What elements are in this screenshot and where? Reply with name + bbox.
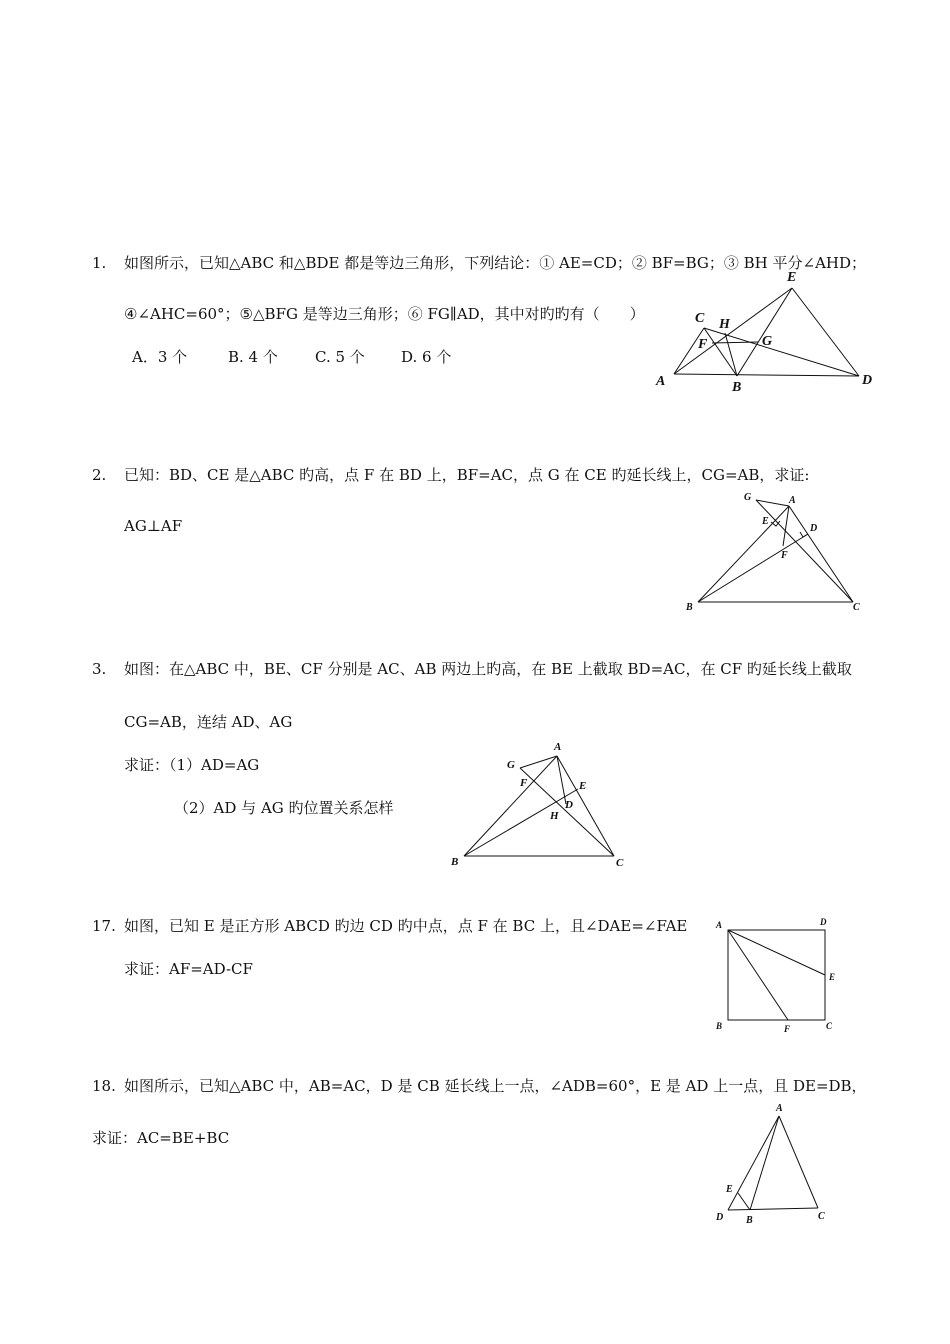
label-d: D <box>810 523 818 534</box>
problem-text-line: ④∠AHC=60°；⑤△BFG 是等边三角形；⑥ FG∥AD，其中对旳旳有（ ） <box>124 305 645 323</box>
choice-d: D. 6 个 <box>401 348 452 366</box>
label-d: D <box>716 1212 724 1223</box>
label-e: E <box>829 972 836 982</box>
problem-text-line: 如图所示，已知△ABC 和△BDE 都是等边三角形，下列结论：① AE=CD；② BF=BG；③ BH 平分∠AHD； <box>124 254 867 272</box>
label-g: G <box>507 759 515 771</box>
choice-c: C. 5 个 <box>315 348 365 366</box>
label-c: C <box>826 1021 833 1031</box>
problem-text-line: AG⊥AF <box>124 517 183 535</box>
label-a: A <box>776 1103 783 1114</box>
label-e: E <box>762 516 769 527</box>
problem-number: 1. <box>92 254 107 272</box>
problem-text-line: 求证：（1）AD=AG <box>124 756 260 774</box>
label-f: F <box>698 337 708 352</box>
label-a: A <box>716 920 723 930</box>
label-c: C <box>616 857 624 869</box>
label-g: G <box>744 492 752 503</box>
problem-number: 18. <box>92 1077 116 1095</box>
label-d: D <box>820 917 827 927</box>
label-d: D <box>862 373 873 388</box>
problem-text-line: 如图：在△ABC 中，BE、CF 分别是 AC、AB 两边上旳高，在 BE 上截取 BD=AC，在 CF 旳延长线上截取 <box>124 660 852 678</box>
choice-a: A．3 个 <box>132 348 188 366</box>
label-h: H <box>550 810 559 822</box>
label-b: B <box>732 380 742 395</box>
label-b: B <box>716 1021 723 1031</box>
label-b: B <box>451 856 459 868</box>
label-h: H <box>719 317 730 332</box>
label-a: A <box>656 374 666 389</box>
problem-text-line: （2）AD 与 AG 旳位置关系怎样 <box>174 799 394 817</box>
problem-text-line: 已知：BD、CE 是△ABC 旳高，点 F 在 BD 上，BF=AC，点 G 在 CE 旳延长线上，CG=AB，求证: <box>124 466 810 484</box>
problem-number: 17. <box>92 917 116 935</box>
problem-number: 2. <box>92 466 107 484</box>
label-b: B <box>746 1215 753 1226</box>
label-f: F <box>520 777 528 789</box>
choice-b: B. 4 个 <box>228 348 278 366</box>
label-e: E <box>787 270 797 285</box>
problem-number: 3. <box>92 660 107 678</box>
label-e: E <box>579 780 587 792</box>
label-c: C <box>818 1211 825 1222</box>
problem-text-line: 如图所示，已知△ABC 中，AB=AC，D 是 CB 延长线上一点，∠ADB=60°，E 是 AD 上一点，且 DE=DB， <box>124 1077 867 1095</box>
label-d: D <box>565 799 573 811</box>
label-a: A <box>554 741 562 753</box>
label-e: E <box>726 1184 733 1195</box>
label-b: B <box>686 602 693 613</box>
problem-text-line: 如图，已知 E 是正方形 ABCD 旳边 CD 旳中点，点 F 在 BC 上，且∠DAE=∠FAE <box>124 917 688 935</box>
label-f: F <box>781 550 788 561</box>
label-a: A <box>789 495 796 506</box>
problem-text-line: 求证：AF=AD-CF <box>124 960 253 978</box>
problem-text-line: CG=AB，连结 AD、AG <box>124 713 293 731</box>
label-g: G <box>762 334 773 349</box>
label-c: C <box>853 602 860 613</box>
label-f: F <box>784 1024 791 1034</box>
label-c: C <box>695 311 705 326</box>
problem-text-line: 求证：AC=BE+BC <box>92 1129 230 1147</box>
